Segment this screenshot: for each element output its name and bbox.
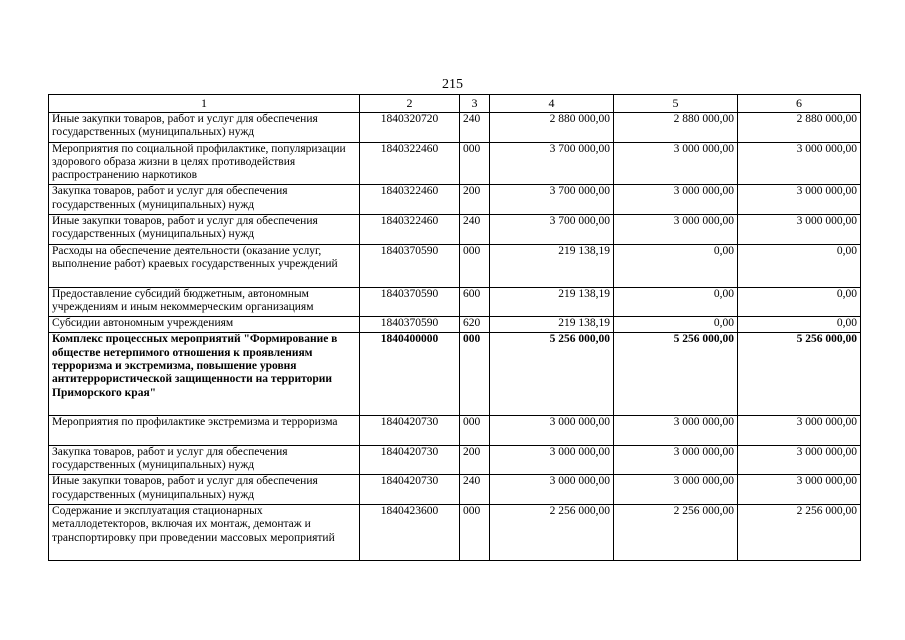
row-amount-2: 3 000 000,00 bbox=[614, 475, 738, 505]
table-row bbox=[49, 215, 861, 245]
table-row bbox=[49, 416, 861, 446]
table-row bbox=[49, 185, 861, 215]
row-amount-1: 219 138,19 bbox=[490, 287, 614, 317]
row-name: Расходы на обеспечение деятельности (оказание услуг, выполнение работ) краевых государственных учреждений bbox=[49, 244, 360, 287]
column-header-name: 1 bbox=[49, 95, 360, 113]
column-header-code: 2 bbox=[360, 95, 460, 113]
row-type: 620 bbox=[460, 317, 490, 333]
row-amount-1: 3 700 000,00 bbox=[490, 185, 614, 215]
row-code: 1840370590 bbox=[360, 287, 460, 317]
row-type: 000 bbox=[460, 244, 490, 287]
column-header-amount-3: 6 bbox=[738, 95, 861, 113]
row-code: 1840420730 bbox=[360, 445, 460, 475]
row-code: 1840370590 bbox=[360, 244, 460, 287]
table-row bbox=[49, 475, 861, 505]
row-amount-3: 2 880 000,00 bbox=[738, 113, 861, 143]
column-header-amount-2: 5 bbox=[614, 95, 738, 113]
row-type: 000 bbox=[460, 416, 490, 446]
row-type: 240 bbox=[460, 113, 490, 143]
row-amount-1: 3 700 000,00 bbox=[490, 142, 614, 185]
row-amount-2: 2 880 000,00 bbox=[614, 113, 738, 143]
row-type: 600 bbox=[460, 287, 490, 317]
row-name: Закупка товаров, работ и услуг для обеспечения государственных (муниципальных) нужд bbox=[49, 185, 360, 215]
row-amount-1: 3 700 000,00 bbox=[490, 215, 614, 245]
row-amount-2: 3 000 000,00 bbox=[614, 185, 738, 215]
row-code: 1840423600 bbox=[360, 505, 460, 561]
row-amount-2: 0,00 bbox=[614, 244, 738, 287]
row-code: 1840322460 bbox=[360, 142, 460, 185]
table-row bbox=[49, 505, 861, 561]
row-name: Иные закупки товаров, работ и услуг для обеспечения государственных (муниципальных) нужд bbox=[49, 215, 360, 245]
row-amount-3: 3 000 000,00 bbox=[738, 142, 861, 185]
row-name: Комплекс процессных мероприятий "Формирование в обществе нетерпимого отношения к проявлениям терроризма и экстремизма, повышение уровня антитеррористической защищенности на территории Приморского края" bbox=[49, 333, 360, 416]
row-amount-1: 2 880 000,00 bbox=[490, 113, 614, 143]
row-amount-2: 2 256 000,00 bbox=[614, 505, 738, 561]
column-header-type: 3 bbox=[460, 95, 490, 113]
row-type: 240 bbox=[460, 475, 490, 505]
row-amount-3: 3 000 000,00 bbox=[738, 475, 861, 505]
row-type: 000 bbox=[460, 505, 490, 561]
row-name: Закупка товаров, работ и услуг для обеспечения государственных (муниципальных) нужд bbox=[49, 445, 360, 475]
row-name: Предоставление субсидий бюджетным, автономным учреждениям и иным некоммерческим организациям bbox=[49, 287, 360, 317]
row-amount-1: 3 000 000,00 bbox=[490, 475, 614, 505]
row-name: Содержание и эксплуатация стационарных металлодетекторов, включая их монтаж, демонтаж и транспортировку при проведении массовых мероприятий bbox=[49, 505, 360, 561]
row-name: Иные закупки товаров, работ и услуг для обеспечения государственных (муниципальных) нужд bbox=[49, 113, 360, 143]
row-amount-1: 3 000 000,00 bbox=[490, 416, 614, 446]
row-amount-3: 3 000 000,00 bbox=[738, 215, 861, 245]
row-code: 1840420730 bbox=[360, 475, 460, 505]
row-amount-2: 0,00 bbox=[614, 317, 738, 333]
table-row bbox=[49, 445, 861, 475]
row-code: 1840322460 bbox=[360, 185, 460, 215]
row-code: 1840320720 bbox=[360, 113, 460, 143]
row-type: 240 bbox=[460, 215, 490, 245]
row-code: 1840322460 bbox=[360, 215, 460, 245]
row-name: Иные закупки товаров, работ и услуг для обеспечения государственных (муниципальных) нужд bbox=[49, 475, 360, 505]
row-name: Мероприятия по профилактике экстремизма и терроризма bbox=[49, 416, 360, 446]
row-amount-1: 3 000 000,00 bbox=[490, 445, 614, 475]
table-row bbox=[49, 142, 861, 185]
column-header-amount-1: 4 bbox=[490, 95, 614, 113]
row-amount-3: 0,00 bbox=[738, 244, 861, 287]
row-code: 1840400000 bbox=[360, 333, 460, 416]
row-amount-1: 219 138,19 bbox=[490, 244, 614, 287]
row-amount-1: 2 256 000,00 bbox=[490, 505, 614, 561]
row-amount-3: 3 000 000,00 bbox=[738, 445, 861, 475]
row-type: 200 bbox=[460, 185, 490, 215]
row-amount-2: 3 000 000,00 bbox=[614, 215, 738, 245]
row-type: 000 bbox=[460, 142, 490, 185]
row-amount-1: 5 256 000,00 bbox=[490, 333, 614, 416]
row-amount-3: 0,00 bbox=[738, 287, 861, 317]
row-type: 200 bbox=[460, 445, 490, 475]
table-row bbox=[49, 113, 861, 143]
table-row bbox=[49, 244, 861, 287]
row-name: Субсидии автономным учреждениям bbox=[49, 317, 360, 333]
row-amount-3: 5 256 000,00 bbox=[738, 333, 861, 416]
row-amount-2: 3 000 000,00 bbox=[614, 416, 738, 446]
row-type: 000 bbox=[460, 333, 490, 416]
row-amount-2: 3 000 000,00 bbox=[614, 445, 738, 475]
table-row bbox=[49, 333, 861, 416]
budget-table bbox=[48, 94, 861, 561]
row-amount-3: 3 000 000,00 bbox=[738, 185, 861, 215]
row-name: Мероприятия по социальной профилактике, популяризации здорового образа жизни в целях противодействия распространению наркотиков bbox=[49, 142, 360, 185]
row-amount-2: 0,00 bbox=[614, 287, 738, 317]
row-amount-3: 0,00 bbox=[738, 317, 861, 333]
row-code: 1840370590 bbox=[360, 317, 460, 333]
row-amount-1: 219 138,19 bbox=[490, 317, 614, 333]
page-number: 215 bbox=[442, 77, 463, 92]
row-amount-2: 5 256 000,00 bbox=[614, 333, 738, 416]
header-row bbox=[49, 95, 861, 113]
row-amount-3: 2 256 000,00 bbox=[738, 505, 861, 561]
row-amount-3: 3 000 000,00 bbox=[738, 416, 861, 446]
row-code: 1840420730 bbox=[360, 416, 460, 446]
row-amount-2: 3 000 000,00 bbox=[614, 142, 738, 185]
table-row bbox=[49, 287, 861, 317]
table-row bbox=[49, 317, 861, 333]
